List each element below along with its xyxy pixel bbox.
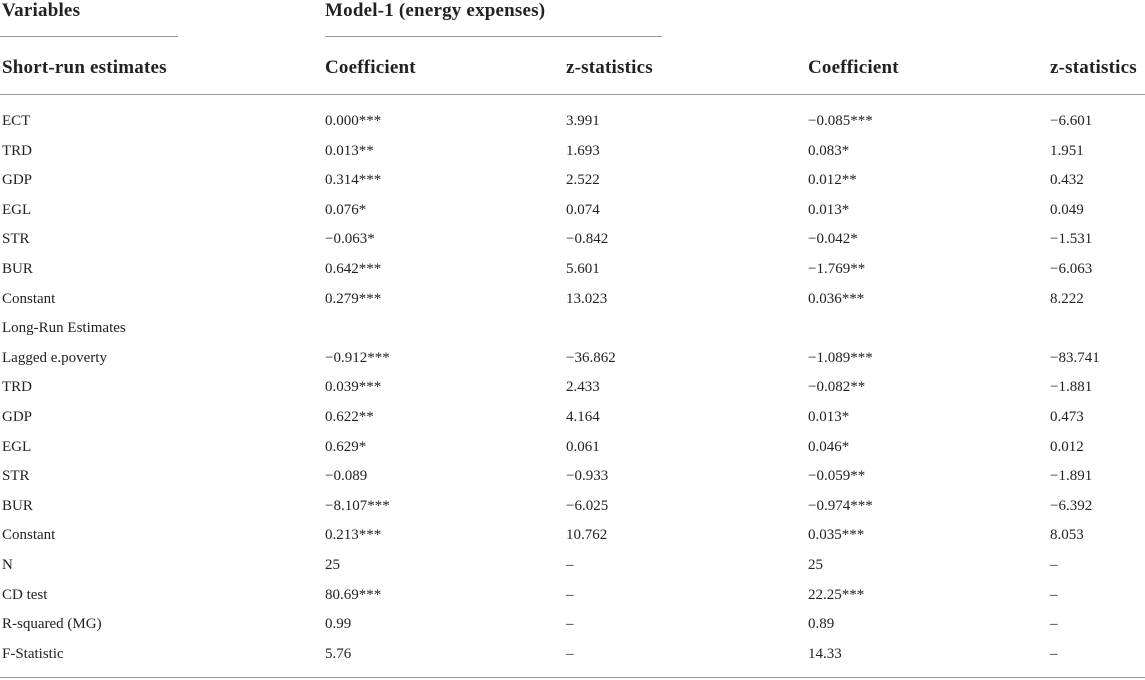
row-18-z-stat-1: –	[566, 616, 574, 633]
row-6-coef-1: 0.642***	[325, 261, 382, 277]
row-11-coef-1: 0.622**	[325, 409, 374, 425]
row-11-z-stat-2: 0.473	[1050, 409, 1084, 425]
row-18-coef-1: 0.99	[325, 616, 352, 633]
row-2-coef-2: 0.083*	[808, 142, 850, 159]
row-5-z-stat-1: −0.842	[566, 231, 609, 248]
row-6-z-stat-2: −6.063	[1050, 261, 1093, 277]
row-10-coef-2: −0.082**	[808, 379, 866, 396]
row-18-variable: R-squared (MG)	[2, 616, 102, 633]
rule-header-bottom	[0, 94, 1145, 95]
row-1-coef-2: −0.085***	[808, 113, 873, 129]
row-1-coef-1: 0.000***	[325, 113, 382, 129]
row-16-variable: N	[2, 557, 13, 573]
row-2-coef-1: 0.013**	[325, 142, 374, 159]
header-variables: Variables	[2, 0, 81, 21]
row-6-coef-2: −1.769**	[808, 261, 866, 277]
row-19-z-stat-2: –	[1050, 645, 1058, 662]
row-3-coef-1: 0.314***	[325, 172, 382, 189]
row-13-variable: STR	[2, 468, 30, 485]
row-15-z-stat-2: 8.053	[1050, 527, 1084, 544]
rule-model1	[325, 36, 662, 37]
row-16-coef-2: 25	[808, 557, 823, 573]
row-4-z-stat-1: 0.074	[566, 201, 600, 218]
row-3-z-stat-1: 2.522	[566, 172, 600, 189]
row-4-z-stat-2: 0.049	[1050, 201, 1084, 218]
row-15-coef-1: 0.213***	[325, 527, 382, 544]
row-15-z-stat-1: 10.762	[566, 527, 608, 544]
row-19-coef-2: 14.33	[808, 645, 842, 662]
row-12-z-stat-2: 0.012	[1050, 438, 1084, 455]
row-14-coef-2: −0.974***	[808, 497, 873, 514]
rule-variables	[0, 36, 178, 37]
row-12-z-stat-1: 0.061	[566, 438, 600, 455]
row-10-variable: TRD	[2, 379, 32, 396]
header-z-statistics-2: z-statistics	[1050, 57, 1137, 78]
row-11-z-stat-1: 4.164	[566, 409, 600, 425]
row-9-coef-1: −0.912***	[325, 349, 390, 366]
row-19-coef-1: 5.76	[325, 645, 352, 662]
row-8-variable: Long-Run Estimates	[2, 320, 126, 337]
row-14-z-stat-2: −6.392	[1050, 497, 1093, 514]
row-7-z-stat-2: 8.222	[1050, 290, 1084, 307]
row-17-variable: CD test	[2, 586, 48, 603]
rule-table-bottom	[0, 677, 1145, 678]
row-4-variable: EGL	[2, 201, 32, 218]
row-13-z-stat-1: −0.933	[566, 468, 609, 485]
row-9-z-stat-2: −83.741	[1050, 349, 1100, 366]
row-1-z-stat-2: −6.601	[1050, 113, 1093, 129]
row-19-z-stat-1: –	[566, 645, 574, 662]
row-15-coef-2: 0.035***	[808, 527, 865, 544]
row-17-z-stat-1: –	[566, 586, 574, 603]
row-9-variable: Lagged e.poverty	[2, 349, 107, 366]
row-18-coef-2: 0.89	[808, 616, 835, 633]
header-coefficient-2: Coefficient	[808, 57, 899, 78]
row-11-variable: GDP	[2, 409, 33, 425]
row-13-z-stat-2: −1.891	[1050, 468, 1093, 485]
header-section-short-run: Short-run estimates	[2, 57, 167, 78]
row-13-coef-2: −0.059**	[808, 468, 866, 485]
row-7-coef-2: 0.036***	[808, 290, 865, 307]
row-16-coef-1: 25	[325, 557, 340, 573]
row-13-coef-1: −0.089	[325, 468, 368, 485]
row-10-coef-1: 0.039***	[325, 379, 382, 396]
row-3-variable: GDP	[2, 172, 33, 189]
row-7-coef-1: 0.279***	[325, 290, 382, 307]
row-17-coef-2: 22.25***	[808, 586, 865, 603]
row-19-variable: F-Statistic	[2, 645, 64, 662]
row-14-variable: BUR	[2, 497, 33, 514]
row-14-z-stat-1: −6.025	[566, 497, 609, 514]
row-12-variable: EGL	[2, 438, 32, 455]
row-7-variable: Constant	[2, 290, 56, 307]
row-11-coef-2: 0.013*	[808, 409, 850, 425]
row-18-z-stat-2: –	[1050, 616, 1058, 633]
row-4-coef-1: 0.076*	[325, 201, 367, 218]
header-model1: Model-1 (energy expenses)	[325, 0, 546, 21]
row-2-z-stat-1: 1.693	[566, 142, 600, 159]
row-14-coef-1: −8.107***	[325, 497, 390, 514]
row-17-coef-1: 80.69***	[325, 586, 382, 603]
row-3-z-stat-2: 0.432	[1050, 172, 1084, 189]
header-coefficient-1: Coefficient	[325, 57, 416, 78]
row-1-variable: ECT	[2, 113, 31, 129]
row-17-z-stat-2: –	[1050, 586, 1058, 603]
row-16-z-stat-2: –	[1050, 557, 1058, 573]
row-12-coef-2: 0.046*	[808, 438, 850, 455]
row-9-z-stat-1: −36.862	[566, 349, 616, 366]
row-16-z-stat-1: –	[566, 557, 574, 573]
row-7-z-stat-1: 13.023	[566, 290, 608, 307]
row-6-variable: BUR	[2, 261, 33, 277]
row-15-variable: Constant	[2, 527, 56, 544]
row-12-coef-1: 0.629*	[325, 438, 367, 455]
row-10-z-stat-1: 2.433	[566, 379, 600, 396]
row-9-coef-2: −1.089***	[808, 349, 873, 366]
row-2-z-stat-2: 1.951	[1050, 142, 1084, 159]
row-2-variable: TRD	[2, 142, 32, 159]
row-1-z-stat-1: 3.991	[566, 113, 600, 129]
row-3-coef-2: 0.012**	[808, 172, 857, 189]
row-6-z-stat-1: 5.601	[566, 261, 600, 277]
header-z-statistics-1: z-statistics	[566, 57, 653, 78]
row-10-z-stat-2: −1.881	[1050, 379, 1093, 396]
row-5-z-stat-2: −1.531	[1050, 231, 1093, 248]
row-4-coef-2: 0.013*	[808, 201, 850, 218]
row-5-variable: STR	[2, 231, 30, 248]
row-5-coef-2: −0.042*	[808, 231, 858, 248]
row-5-coef-1: −0.063*	[325, 231, 375, 248]
